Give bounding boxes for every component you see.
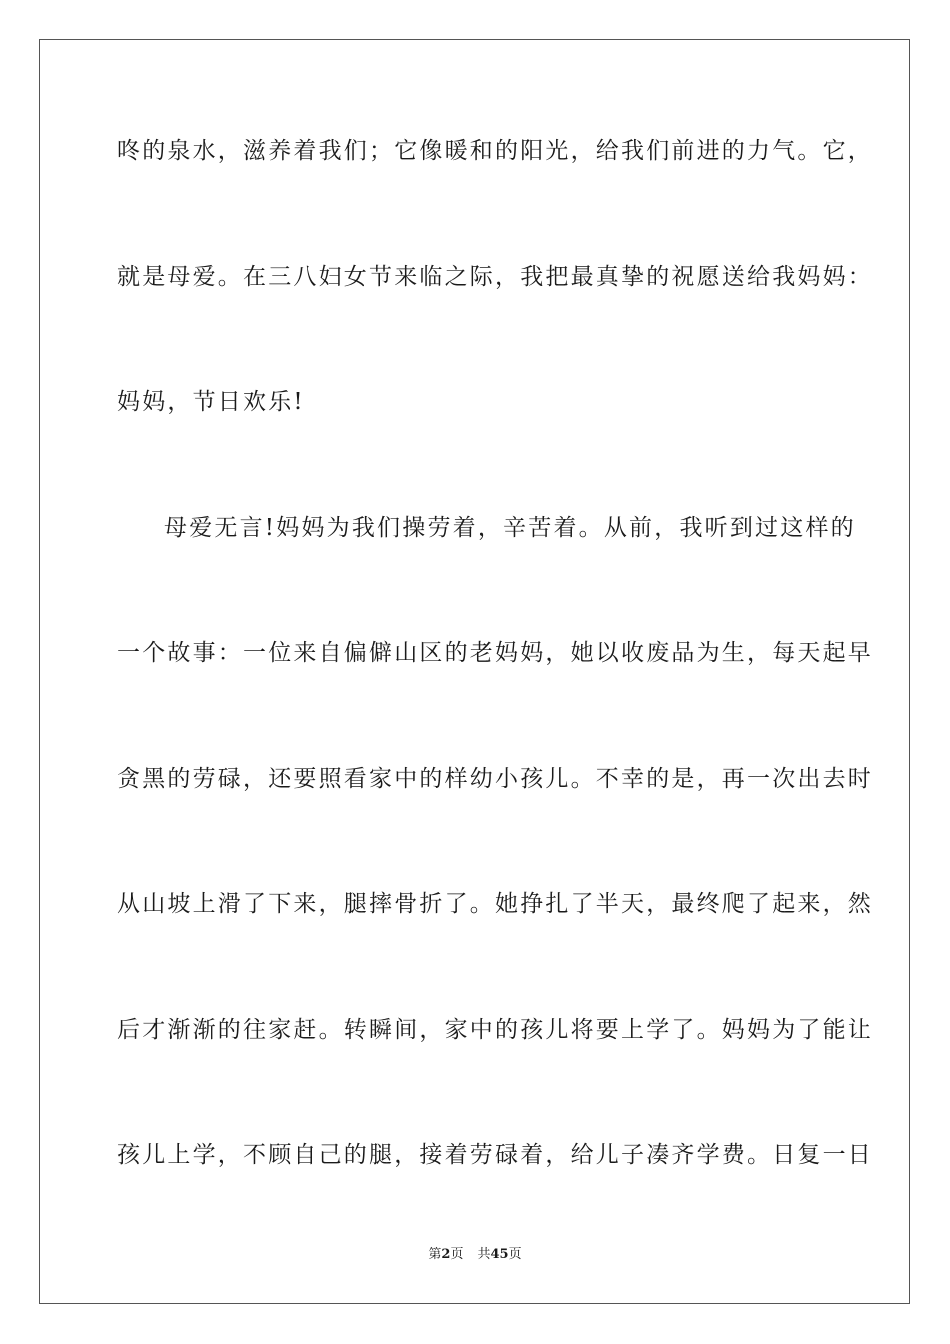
body-text-line: 妈妈，节日欢乐! [117,389,305,415]
body-text-line: 就是母爱。在三八妇女节来临之际，我把最真挚的祝愿送给我妈妈： [117,264,873,290]
body-text-line: 一个故事：一位来自偏僻山区的老妈妈，她以收废品为生，每天起早 [117,640,873,666]
body-text-line: 后才渐渐的往家赶。转瞬间，家中的孩儿将要上学了。妈妈为了能让 [117,1017,873,1043]
body-text-line: 孩儿上学，不顾自己的腿，接着劳碌着，给儿子凑齐学费。日复一日 [117,1142,873,1168]
current-page-number: 2 [441,1247,451,1262]
body-text-line: 贪黑的劳碌，还要照看家中的样幼小孩儿。不幸的是，再一次出去时 [117,766,873,792]
total-pages-suffix: 页 [508,1247,522,1262]
page-number-suffix: 页 [450,1247,464,1262]
total-page-count: 45 [490,1247,509,1262]
page-footer [0,1246,950,1264]
body-text-line: 从山坡上滑了下来，腿摔骨折了。她挣扎了半天，最终爬了起来，然 [117,891,873,917]
page-border [39,39,910,1304]
paragraph-first-line: 母爱无言!妈妈为我们操劳着，辛苦着。从前，我听到过这样的 [164,515,856,541]
body-text-line: 咚的泉水，滋养着我们；它像暖和的阳光，给我们前进的力气。它， [117,138,873,164]
page-number-prefix: 第 [428,1247,442,1262]
total-pages-prefix: 共 [477,1247,491,1262]
